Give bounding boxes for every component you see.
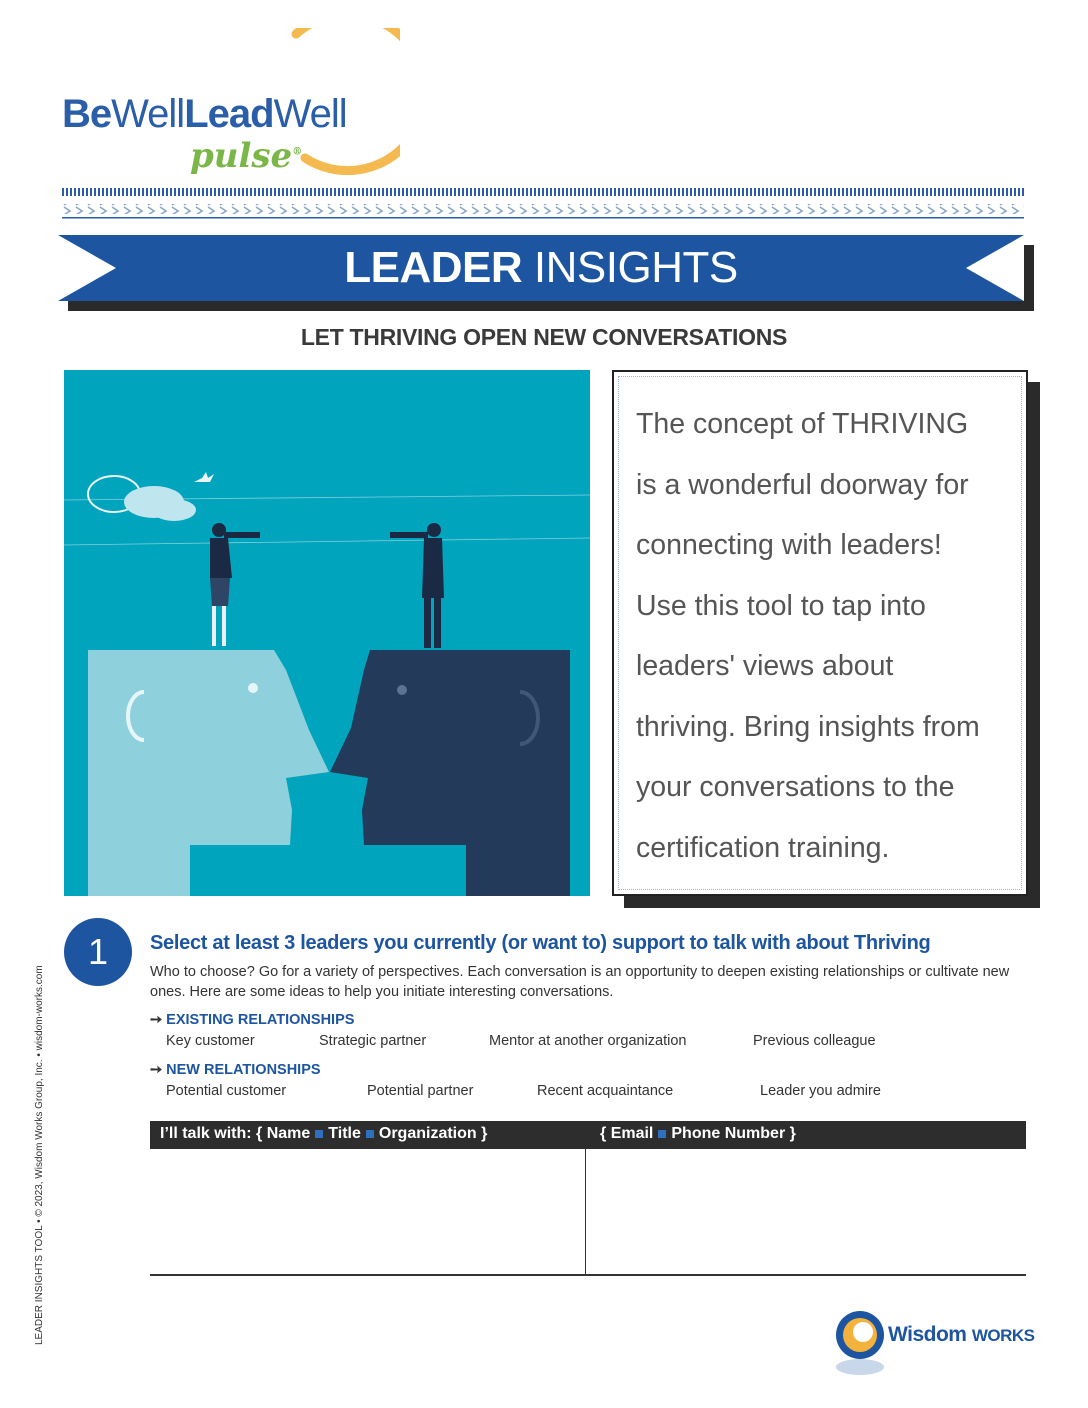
table-header bbox=[150, 1121, 1026, 1149]
contacts-table bbox=[150, 1121, 1026, 1276]
intro-line: connecting with leaders! bbox=[636, 529, 942, 561]
wisdom-works-swirl-icon bbox=[830, 1305, 890, 1385]
intro-line: thriving. Bring insights from bbox=[636, 710, 980, 743]
intro-callout bbox=[612, 370, 1028, 896]
cloud-icon bbox=[88, 476, 196, 521]
new-item: Recent acquaintance bbox=[537, 1083, 674, 1099]
arrow-right-icon: ➙ bbox=[150, 1062, 163, 1078]
step-title: Select at least 3 leaders you currently (or want to) support to talk with about Thriving bbox=[150, 932, 931, 954]
header-email-phone: { Email Phone Number } bbox=[600, 1125, 796, 1142]
new-item: Potential partner bbox=[367, 1083, 474, 1099]
page-subtitle: LET THRIVING OPEN NEW CONVERSATIONS bbox=[300, 324, 788, 350]
intro-text bbox=[636, 394, 1008, 878]
new-item: Leader you admire bbox=[760, 1083, 881, 1099]
step-number-badge: 1 bbox=[64, 918, 132, 986]
intro-line: certification training. bbox=[636, 831, 890, 864]
existing-relationships-heading: ➙ EXISTING RELATIONSHIPS bbox=[150, 1012, 355, 1028]
header-contact-info: I’ll talk with: { Name Title Organization } bbox=[160, 1125, 488, 1142]
bewellleadwell-logo bbox=[60, 28, 400, 188]
title-banner bbox=[58, 235, 1024, 301]
two-heads-illustration bbox=[64, 370, 590, 896]
man-figure bbox=[390, 523, 444, 648]
intro-line: your conversations to the bbox=[636, 771, 955, 803]
logo-pulse: pulse® bbox=[190, 136, 303, 176]
email-phone-cell[interactable] bbox=[586, 1149, 1026, 1274]
intro-line: is a wonderful doorway for bbox=[636, 468, 969, 501]
name-title-org-cell[interactable] bbox=[150, 1149, 585, 1274]
wisdom-works-wordmark: Wisdom WORKS bbox=[888, 1323, 1035, 1346]
logo-wordmark: BeWellLeadWell bbox=[62, 92, 347, 136]
page-title: LEADER INSIGHTS bbox=[344, 243, 738, 292]
step-description: Who to choose? Go for a variety of perspectives. Each conversation is an opportunity to deepen existing relationships or cultivate new ones. Here are some ideas to help you initiate interesting conversations. bbox=[150, 964, 1010, 1000]
bird-icon bbox=[194, 472, 214, 482]
wisdom-works-logo bbox=[830, 1305, 1035, 1385]
decorative-divider bbox=[62, 186, 1024, 222]
arrow-right-icon: ➙ bbox=[150, 1012, 163, 1028]
new-relationships-heading: ➙ NEW RELATIONSHIPS bbox=[150, 1062, 321, 1078]
existing-item: Strategic partner bbox=[319, 1033, 427, 1049]
intro-line: leaders' views about bbox=[636, 650, 894, 682]
new-item: Potential customer bbox=[166, 1083, 287, 1099]
intro-line: The concept of THRIVING bbox=[636, 408, 969, 440]
woman-figure bbox=[210, 523, 260, 646]
intro-line: Use this tool to tap into bbox=[636, 589, 926, 622]
existing-item: Key customer bbox=[166, 1033, 255, 1049]
copyright-sidebar: LEADER INSIGHTS TOOL • © 2023, Wisdom Works Group, Inc. • wisdom-works.com bbox=[34, 965, 45, 1345]
existing-item: Previous colleague bbox=[753, 1033, 876, 1049]
existing-item: Mentor at another organization bbox=[489, 1033, 687, 1049]
